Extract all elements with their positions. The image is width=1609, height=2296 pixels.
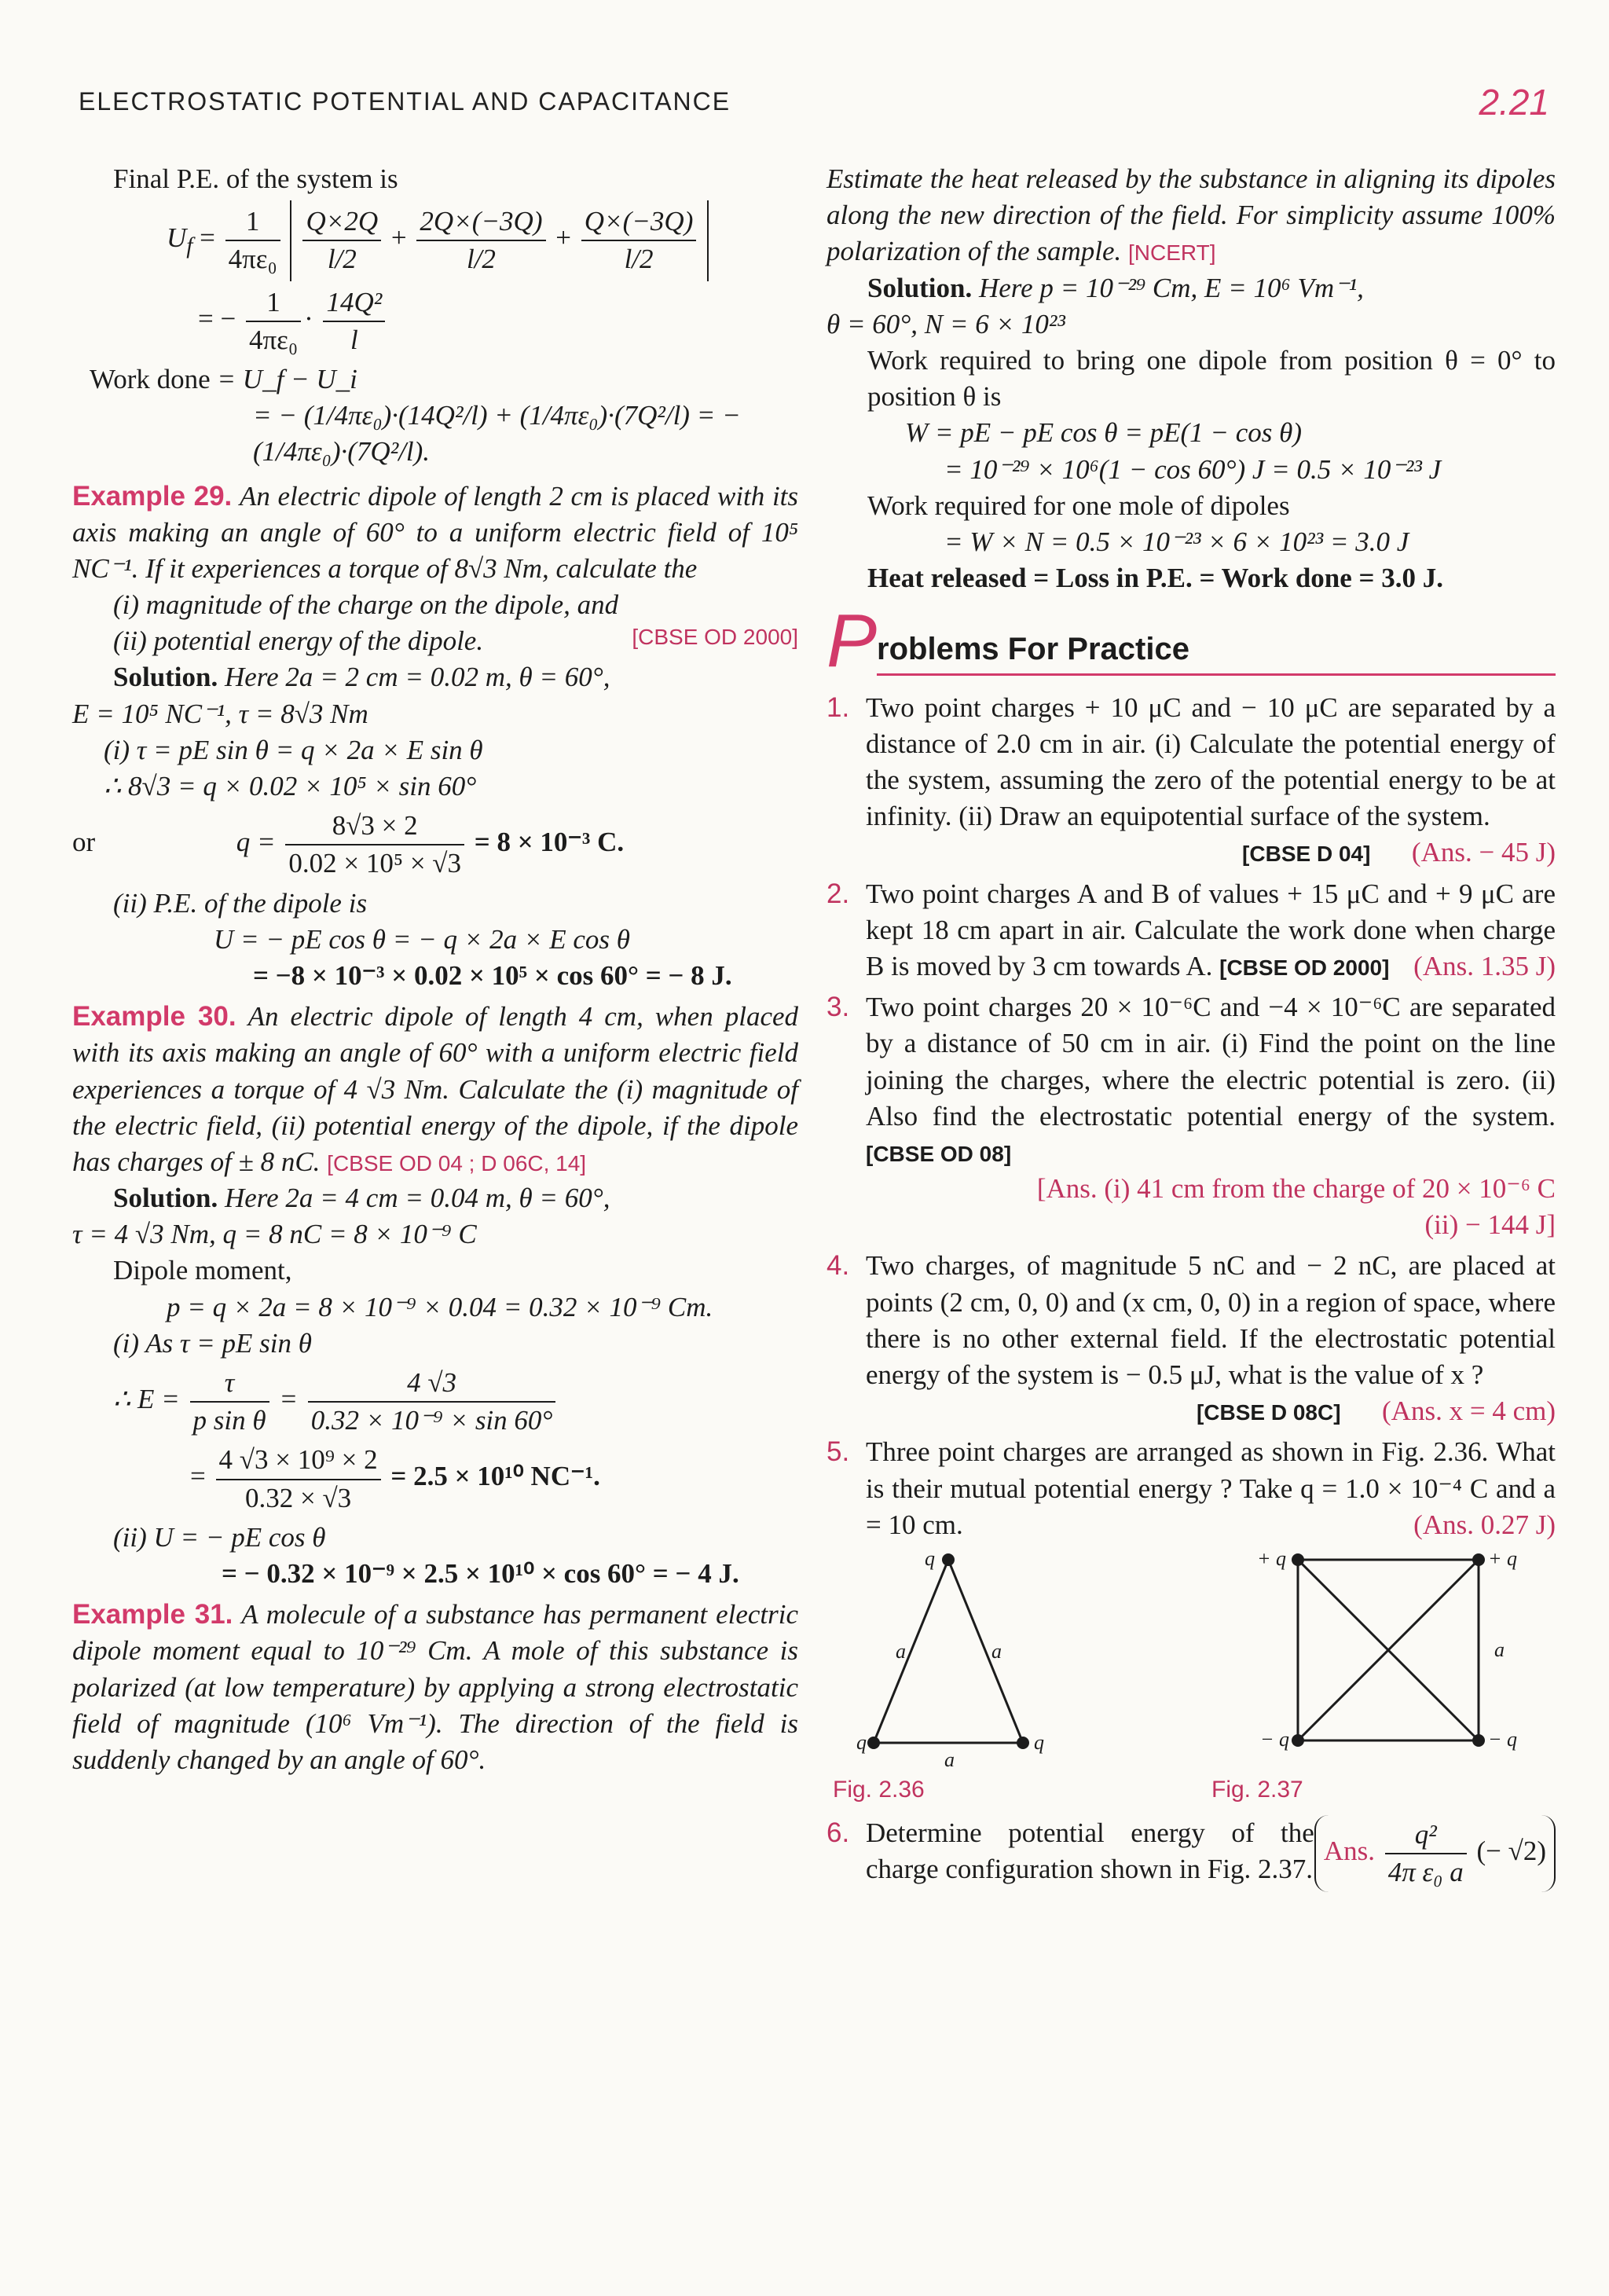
figure-label: q [925,1547,935,1570]
page-number: 2.21 [1479,82,1549,123]
problem-6: 6. Determine potential energy of the charge configuration shown in Fig. 2.37. Ans. $\frac{\text{q²}}{\text{4π ε₀ a}}$ (− √2) [826,1815,1556,1892]
work-done-result: = − (1/4πε₀)·(14Q²/l) + (1/4πε₀)·(7Q²/l) = − (1/4πε₀)·(7Q²/l). [253,400,741,468]
ex29-step-3: or q = $\frac{8√3 \times 2}{\text{0.02 × 10⁵ × √3}}$ = 8 × 10⁻³ C. [72,808,798,882]
chapter-title: ELECTROSTATIC POTENTIAL AND CAPACITANCE [79,87,731,116]
ex29-step-4: (ii) P.E. of the dipole is [113,887,368,919]
ex29-result: = −8 × 10⁻³ × 0.02 × 10⁵ × cos 60° = − 8 J. [253,959,732,991]
figure-label: a [991,1639,1002,1663]
uf-prefactor: $\frac{1}{\text{4πε₀}}$ [225,204,280,277]
ex31-step-3: = 10⁻²⁹ × 10⁶(1 − cos 60°) J = 0.5 × 10⁻²³ J [944,453,1442,485]
ex31-solution: Solution. Here p = 10⁻²⁹ Cm, E = 10⁶ Vm⁻¹, [867,272,1364,303]
problem-6-answer: Ans. $\frac{\text{q²}}{\text{4π ε₀ a}}$ (− √2) [1314,1815,1556,1892]
ex29-step-5: U = − pE cos θ = − q × 2a × E cos θ [214,923,630,955]
ex30-solution: Solution. Here 2a = 4 cm = 0.04 m, θ = 60°, [113,1183,610,1214]
fig-2-37-caption: Fig. 2.37 [1211,1776,1303,1803]
uf-equation: $U_f$ = $\frac{1}{\text{4πε₀}}$ $\frac{Q\times 2Q}{l/2}$ + $\frac{2Q\times(-3Q)}{l/2}$ + $\frac{Q\times(-3Q)}{l/2}$ [72,200,798,281]
problem-list [826,690,1556,1543]
ex30-step-5: = $\frac{\text{4 √3 × 10⁹ × 2}}{0.32 \times √3}$ = 2.5 × 10¹⁰ NC⁻¹. [72,1442,798,1516]
left-column [72,161,798,1778]
figure-label: − q [1488,1727,1518,1751]
problem-1: 1. Two point charges + 10 μC and − 10 μC are separated by a distance of 2.0 cm in air. (i) Calculate the potential energy of the system, assuming the zero of the potential energy to be at infinity. (ii) Draw an equipotential surface of the system. [CBSE D 04] (Ans. − 45 J) [826,691,1556,868]
problem-5: 5. Three point charges are arranged as shown in Fig. 2.36. What is their mutual potential energy ? Take q = 1.0 × 10⁻⁴ C and a = 10 cm. (Ans. 0.27 J) [826,1436,1556,1540]
example-29: Example 29. An electric dipole of length 2 cm is placed with its axis making an angle of 60° to a uniform electric field of 10⁵ NC⁻¹. If it experiences a torque of 8√3 Nm, calculate the [72,480,799,584]
ex31-result: Heat released = Loss in P.E. = Work done = 3.0 J. [867,563,1444,594]
ex29-solution: Solution. Here 2a = 2 cm = 0.02 m, θ = 60°, [113,662,610,693]
figures-row [826,1547,1556,1803]
ex30-step-1: Dipole moment, [113,1255,292,1286]
ex29-step-2: ∴ 8√3 = q × 0.02 × 10⁵ × sin 60° [104,771,477,801]
figure-label: − q [1260,1727,1290,1751]
figure-label: a [944,1748,955,1771]
ex30-step-3: (i) As τ = pE sin θ [113,1327,312,1359]
right-column [826,161,1556,1897]
fig-2-36-caption: Fig. 2.36 [833,1776,925,1803]
figure-label: q [856,1730,867,1754]
ex29-given: E = 10⁵ NC⁻¹, τ = 8√3 Nm [72,698,368,729]
problem-3: 3. Two point charges 20 × 10⁻⁶C and −4 × 10⁻⁶C are separated by a distance of 50 cm in air. (i) Find the point on the line joining the charges, where the electric potential is zero. (ii) Also find the electrostatic potential energy of the system. [CBSE OD 08] [Ans. (i) 41 cm from the charge of 20 × 10⁻⁶ C (ii) − 144 J] [826,992,1556,1241]
ex30-step-2: p = q × 2a = 8 × 10⁻⁹ × 0.04 = 0.32 × 10⁻⁹ Cm. [167,1291,713,1322]
figure-label: + q [1488,1547,1518,1570]
example-31: Example 31. A molecule of a substance has permanent electric dipole moment equal to 10⁻²⁹ Cm. A mole of this substance is polarized (at low temperature) by applying a strong electrostatic field of magnitude (10⁶ Vm⁻¹). The direction of the field is suddenly changed by an angle of 60°. [72,1599,799,1775]
problem-4: 4. Two charges, of magnitude 5 nC and − 2 nC, are placed at points (2 cm, 0, 0) and (x cm, 0, 0) in a region of space, where there is no other external field. If the electrostatic potential energy of the system is − 0.5 μJ, what is the value of x ? [CBSE D 08C] (Ans. x = 4 cm) [826,1250,1556,1427]
fig-2-37-square [1257,1548,1517,1751]
problems-for-practice-heading: P roblems For Practice [826,607,1556,675]
uf-result: = − $\frac{1}{\text{4πε₀}}$ · $\frac{\text{14Q²}}{l}$ [72,284,798,358]
ex29-part-i: (i) magnitude of the charge on the dipole, and [113,589,619,621]
ex31-step-2: W = pE − pE cos θ = pE(1 − cos θ) [905,417,1303,449]
figure-label: a [896,1639,906,1663]
example-30: Example 30. An electric dipole of length 4 cm, when placed with its axis making an angle of 60° with a uniform electric field experiences a torque of 4 √3 Nm. Calculate the (i) magnitude of the electric field, (ii) potential energy of the dipole, if the dipole has charges of ± 8 nC. [CBSE OD 04 ; D 06C, 14] [72,1001,799,1177]
figures-svg [826,1548,1556,1799]
figure-label: q [1034,1730,1044,1754]
example-31-continued: Estimate the heat released by the substance in aligning its dipoles along the new direction of the field. For simplicity assume 100% polarization of the sample. [NCERT] [826,163,1556,267]
figure-label: a [1494,1638,1505,1661]
figure-label: + q [1257,1547,1287,1570]
ex31-given: θ = 60°, N = 6 × 10²³ [826,308,1065,339]
ex30-step-6: (ii) U = − pE cos θ [113,1521,326,1553]
ex31-step-5: = W × N = 0.5 × 10⁻²³ × 6 × 10²³ = 3.0 J [944,526,1409,557]
ex31-step-4: Work required for one mole of dipoles [867,490,1290,521]
work-done-line: Work done = U_f − U_i [90,363,357,394]
uf-bracket: $\frac{Q\times 2Q}{l/2}$ + $\frac{2Q\times(-3Q)}{l/2}$ + $\frac{Q\times(-3Q)}{l/2}$ [290,200,709,281]
ex30-step-4: ∴ E = $\frac{\tau}{\text{p sin θ}}$ = $\frac{4 √3}{\text{0.32 × 10⁻⁹ × sin 60°}}$ [72,1365,798,1439]
ex30-given: τ = 4 √3 Nm, q = 8 nC = 8 × 10⁻⁹ C [72,1219,477,1250]
ex30-result: = − 0.32 × 10⁻⁹ × 2.5 × 10¹⁰ × cos 60° = − 4 J. [222,1557,739,1589]
final-pe-line: Final P.E. of the system is [113,163,398,194]
problem-2: 2. Two point charges A and B of values + 15 μC and + 9 μC are kept 18 cm apart in air. Calculate the work done when charge B is moved by 3 cm towards A. [CBSE OD 2000] (Ans. 1.35 J) [826,878,1556,981]
fig-2-36-triangle [856,1548,1044,1771]
ex29-step-1: (i) τ = pE sin θ = q × 2a × E sin θ [104,734,483,765]
ex29-part-ii: (ii) potential energy of the dipole. [CBSE OD 2000] [113,625,798,657]
ex31-step-1: Work required to bring one dipole from position θ = 0° to position θ is [867,344,1556,413]
